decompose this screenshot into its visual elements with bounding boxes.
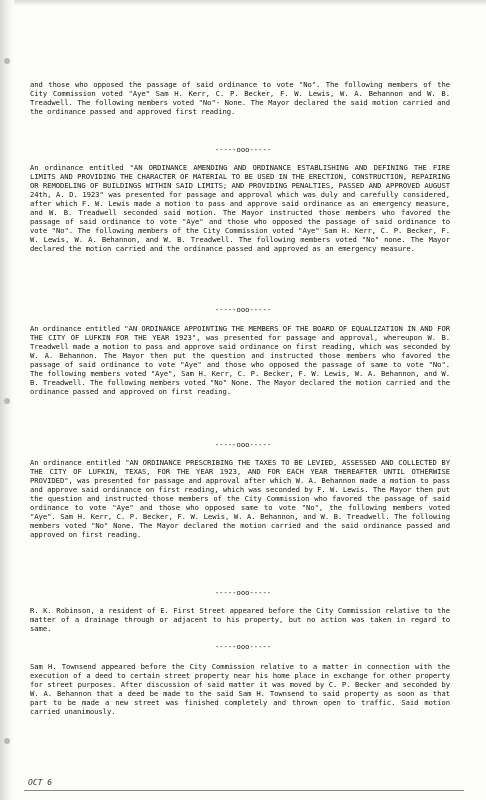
- paragraph-vote-conclusion: and those who opposed the passage of said ordinance to vote "No". The following members of the City Commission voted "Aye" Sam H. Kerr, C. P. Becker, F. W. Lewis, W. A. Behannon and W. B. Treadwell. The following members voted "No"- None. The Mayor declared the said motion carried and the ordinance passed and approved first reading.: [30, 80, 455, 117]
- section-separator: -----ooo-----: [214, 588, 272, 597]
- paragraph-fire-limits-ordinance: An ordinance entitled "AN ORDINANCE AMENDING AND ORDINANCE ESTABLISHING AND DEFINING THE FIRE LIMITS AND PROVIDING THE CHARACTER OF MATERIAL TO BE USED IN THE ERECTION, CONSTRUCTION, REPAIRING OR REMODELING OF BUILDINGS WITHIN SAID LIMITS; AND PROVIDING PENALTIES, PASSED AND APPROVED AUGUST 24th, A. D. 1923" was presented for passage and approval which was duly and carefully considered, after which F. W. Lewis made a motion to pass and approve said ordinance as an emergency measure, and W. B. Treadwell seconded said motion. The Mayor instructed those members who favored the passage of said ordinance to vote "Aye" and those who opposed the passage of said ordinance to vote "No". The following members of the City Commission voted "Aye" Sam H. Kerr, C. P. Becker, F. W. Lewis, W. A. Behannon, and W. B. Treadwell. The following members voted "No" none. The Mayor declared the motion carried and the ordinance passed and approved as an emergency measure.: [30, 163, 455, 254]
- section-separator: -----ooo-----: [214, 440, 272, 449]
- footer-stamp: OCT 6: [28, 778, 53, 787]
- binder-hole: [4, 58, 10, 64]
- footer-rule: [24, 790, 464, 791]
- binder-hole: [4, 738, 10, 744]
- paragraph-townsend-deed: Sam H. Townsend appeared before the City Commission relative to a matter in connection with the execution of a deed to certain street property near his home place in exchange for other property for street purposes. After discussion of said matter it was moved by C. P. Becker and seconded by W. A. Behannon that a deed be made to the said Sam H. Townsend to said property as soon as that part to be made a new street was finished completely and thrown open to traffic. Said motion carried unanimously.: [30, 662, 455, 717]
- page-top-edge: [0, 0, 486, 6]
- section-separator: -----ooo-----: [214, 642, 272, 651]
- binder-hole: [4, 398, 10, 404]
- paragraph-robinson-drainage: R. K. Robinson, a resident of E. First Street appeared before the City Commission relative to the matter of a drainage through or adjacent to his property, but no action was taken in regard to same.: [30, 606, 455, 634]
- paragraph-tax-ordinance: An ordinance entitled "AN ORDINANCE PRESCRIBING THE TAXES TO BE LEVIED, ASSESSED AND COLLECTED BY THE CITY OF LUFKIN, TEXAS, FOR THE YEAR 1923, AND FOR EACH YEAR THEREAFTER UNTIL OTHERWISE PROVIDED", was presented for passage and approval after which W. A. Behannon made a motion to pass and approve said ordinance on first reading, which was seconded by F. W. Lewis. The Mayor then put the question and instructed those members of the City Commission who favored the passage of said ordinance to vote "Aye" and those who opposed same to vote "No", the following members voted "Aye". Sam H. Kerr, C. P. Becker, F. W. Lewis, W. A. Behannon, and W. B. Treadwell. The following members voted "No" None. The Mayor declared the motion carried and the said ordinance passed and approved on first reading.: [30, 458, 455, 540]
- section-separator: -----ooo-----: [214, 305, 272, 314]
- section-separator: -----ooo-----: [214, 145, 272, 154]
- paragraph-board-of-equalization-ordinance: An ordinance entitled "AN ORDINANCE APPOINTING THE MEMBERS OF THE BOARD OF EQUALIZATION IN AND FOR THE CITY OF LUFKIN FOR THE YEAR 1923", was presented for passage and approval, whereupon W. B. Treadwell made a motion to pass and approve said ordinance on first reading, which was seconded by W. A. Behannon. The Mayor then put the question and instructed those members who favored the passage of said ordinance to vote "Aye" and those who opposed the passage of same to vote "No". The following members voted "Aye", Sam H. Kerr, C. P. Becker, F. W. Lewis, W. A. Behannon, and W. B. Treadwell. The following members voted "No" None. The Mayor declared the motion carried and the ordinance passed and approved on first reading.: [30, 324, 455, 397]
